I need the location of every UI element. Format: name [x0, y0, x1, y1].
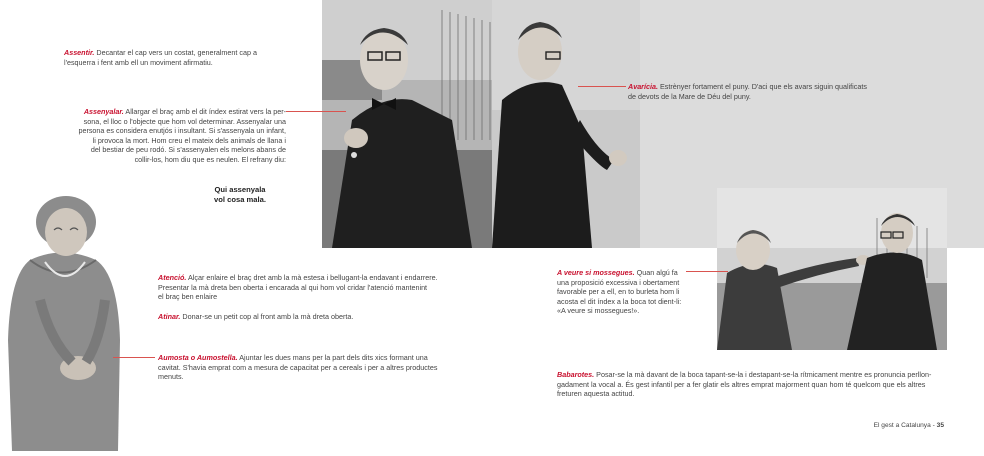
text-babarotes-line-2: gadament la vocal a. És gest infantil per a fer glatir els altres emprat majorment quan hom té quelcom que els altres: [557, 379, 926, 389]
text-avaricia-line-1: Estrènyer fortament el puny. D'aci que els avars siguin qualificats: [659, 82, 867, 91]
photo-two-men-image: [717, 188, 947, 350]
text-aumosta-line-2: cavitat. S'havia emprat com a mesura de capacitat per a cereals i per a altres productes: [158, 362, 438, 372]
page-number: 35: [936, 422, 944, 429]
text-babarotes-line-1: Posar-se la mà davant de la boca tapant-se-la i destapant-se-la rítmicament mentre es pronuncia perllon-: [596, 370, 932, 379]
term-assentir: Assentir.: [64, 48, 95, 57]
text-assenyalar-line-6: collir-los, hom diu que es neulen. El refrany diu:: [134, 154, 286, 164]
text-assenyalar-line-3: persona es considera enutjós i insultant. Si s'assenyala un infant,: [78, 126, 286, 136]
term-aumosta: Aumosta o Aumostella.: [158, 353, 238, 362]
photo-man-pointing: [322, 0, 492, 248]
refrany-quote: [205, 185, 275, 205]
term-aveure: A veure si mossegues.: [557, 268, 635, 277]
term-atencio: Atenció.: [158, 273, 187, 282]
footer-title: El gest a Catalunya: [873, 422, 931, 429]
entry-atencio: [158, 273, 458, 302]
text-aveure-line-5: «A veure si mossegues!».: [557, 306, 640, 316]
text-assentir: Decantar el cap vers un costat, generalment cap a l'esquerra i fent amb ell un moviment afirmatiu.: [64, 48, 257, 67]
text-aveure-line-2: una proposició excessiva i obertament: [557, 277, 680, 287]
text-assenyalar-line-4: li provoca la mort. Hom creu el mateix dels animals de llana i: [92, 135, 286, 145]
refrany-line-2: vol cosa mala.: [214, 195, 266, 204]
text-aveure-line-1: Quan algú fa: [636, 268, 678, 277]
footer-separator: -: [930, 422, 937, 429]
photo-man-pointing-image: [322, 0, 492, 248]
entry-assentir: [64, 48, 286, 67]
entry-babarotes: [557, 370, 937, 399]
photo-two-men: [717, 188, 947, 350]
text-aveure-line-4: acosta el dit índex a la boca tot dient-li:: [557, 296, 682, 306]
text-aveure-line-3: favorable per a ell, en to burleta hom li: [557, 287, 680, 297]
page-footer: [874, 422, 944, 429]
text-atencio-line-3: el braç ben enlaire: [158, 292, 218, 302]
entry-atinar: [158, 312, 458, 322]
text-aumosta-line-3: menuts.: [158, 372, 184, 382]
text-assenyalar-line-2: sona, el lloc o l'objecte que hom vol determinar. Assenyalar una: [83, 116, 286, 126]
photo-woman: [0, 190, 128, 451]
text-aumosta-line-1: Ajuntar les dues mans per la part dels dits xics formant una: [239, 353, 428, 362]
leader-line-avaricia: [578, 86, 626, 87]
text-avaricia-line-2: de devots de la Mare de Déu del puny.: [628, 91, 751, 101]
photo-man-fist-image: [492, 0, 640, 248]
term-assenyalar: Assenyalar.: [83, 107, 124, 116]
entry-assenyalar: [60, 107, 286, 165]
refrany-line-1: Qui assenyala: [214, 185, 266, 194]
text-assenyalar-line-1: Allargar el braç amb el dit índex estirat vers la per-: [125, 107, 286, 116]
photo-man-fist: [492, 0, 640, 248]
term-avaricia: Avarícia.: [628, 82, 658, 91]
leader-line-assenyalar: [286, 111, 346, 112]
entry-avaricia: [628, 82, 878, 101]
text-atencio-line-1: Alçar enlaire el braç dret amb la mà estesa i bellugant-la endavant i endarrere.: [187, 273, 438, 282]
leader-line-aumosta: [113, 357, 155, 358]
text-atencio-line-2: Presentar la mà dreta ben oberta i encarada al qui hom vol cridar l'atenció mantenint: [158, 282, 428, 292]
entry-aumosta: [158, 353, 458, 382]
entry-aveure: [557, 268, 685, 316]
leader-line-aveure: [686, 271, 728, 272]
term-babarotes: Babarotes.: [557, 370, 595, 379]
text-assenyalar-line-5: del bestiar de peu rodó. Si s'assenyalen els melons abans de: [90, 145, 286, 155]
term-atinar: Atinar.: [158, 312, 181, 321]
text-babarotes-line-3: freturen aquesta actitud.: [557, 389, 635, 399]
photo-woman-image: [0, 190, 128, 451]
text-atinar: Donar-se un petit cop al front amb la mà dreta oberta.: [182, 312, 354, 321]
